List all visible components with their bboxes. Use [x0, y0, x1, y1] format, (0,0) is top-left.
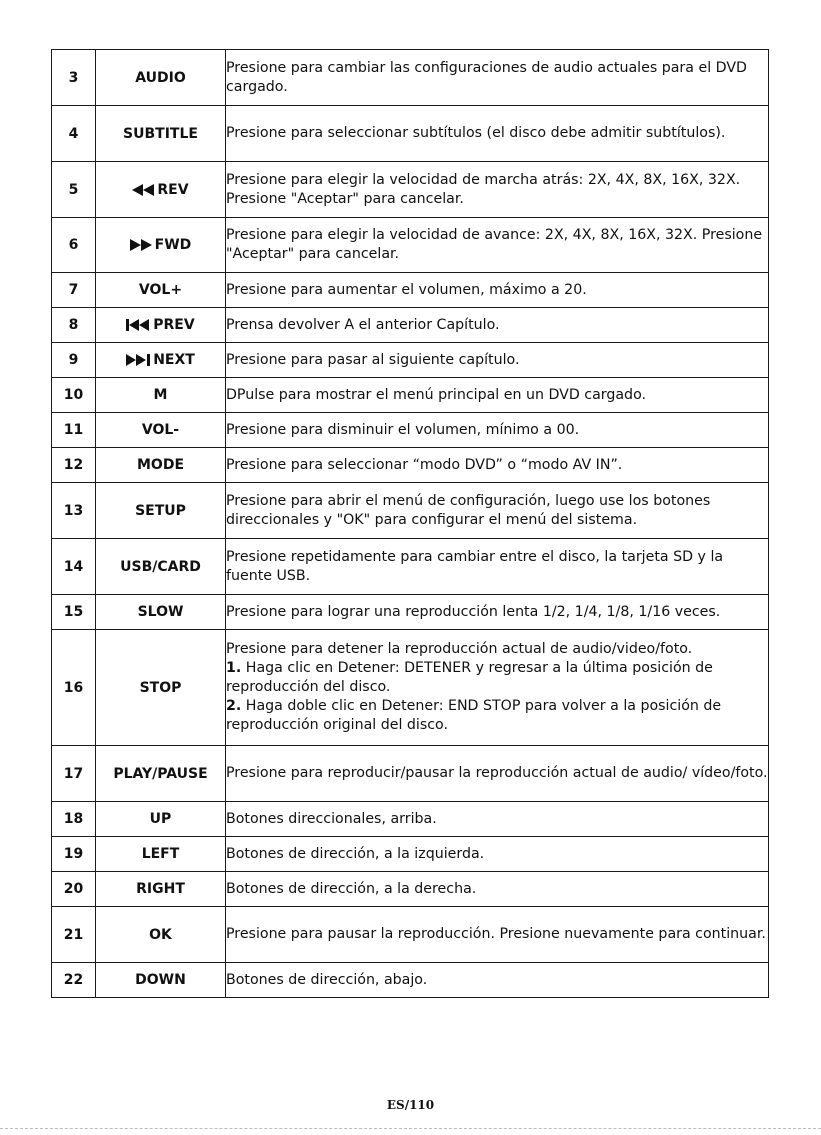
- table-row: [52, 308, 769, 343]
- row-number: 13: [52, 483, 96, 539]
- button-name-cell: [96, 963, 226, 998]
- button-name-label: USB/CARD: [120, 558, 201, 575]
- description-cell: [226, 630, 769, 746]
- table-row: [52, 162, 769, 218]
- table-row: [52, 746, 769, 802]
- description-line: Prensa devolver A el anterior Capítulo.: [226, 316, 500, 333]
- fast-forward-icon: [130, 239, 152, 251]
- description-cell: [226, 308, 769, 343]
- description-cell: [226, 218, 769, 273]
- table-row: [52, 802, 769, 837]
- description-cell: [226, 837, 769, 872]
- row-number: 11: [52, 413, 96, 448]
- button-name-cell: [96, 273, 226, 308]
- description-cell: [226, 872, 769, 907]
- row-number: 3: [52, 50, 96, 106]
- table-row: [52, 483, 769, 539]
- button-name-cell: [96, 630, 226, 746]
- button-name-label: SETUP: [135, 502, 186, 519]
- skip-previous-icon: [126, 319, 150, 331]
- button-name-cell: [96, 746, 226, 802]
- description-cell: [226, 963, 769, 998]
- table-row: [52, 343, 769, 378]
- button-name-cell: [96, 872, 226, 907]
- row-number: 21: [52, 907, 96, 963]
- button-name-label: AUDIO: [135, 69, 186, 86]
- row-number: 8: [52, 308, 96, 343]
- description-cell: [226, 378, 769, 413]
- button-name-label: PREV: [153, 317, 195, 333]
- step-number: 1.: [226, 660, 242, 676]
- description-cell: [226, 746, 769, 802]
- table-row: [52, 50, 769, 106]
- button-name-cell: [96, 106, 226, 162]
- button-name-cell: [96, 907, 226, 963]
- table-row: [52, 872, 769, 907]
- description-cell: [226, 802, 769, 837]
- description-line: Botones direccionales, arriba.: [226, 810, 437, 827]
- description-line: Presione para abrir el menú de configuración, luego use los botones direccionales y "OK" para configurar el menú del sistema.: [226, 492, 711, 528]
- button-name-cell: [96, 539, 226, 595]
- button-name-label: M: [153, 387, 168, 403]
- button-name-cell: [96, 378, 226, 413]
- button-name-label: VOL+: [138, 282, 183, 298]
- button-name-cell: [96, 448, 226, 483]
- page-number: ES/110: [386, 1098, 435, 1112]
- row-number: 20: [52, 872, 96, 907]
- description-line: Presione para elegir la velocidad de marcha atrás: 2X, 4X, 8X, 16X, 32X. Presione "Aceptar" para cancelar.: [226, 171, 741, 207]
- table-row: [52, 448, 769, 483]
- button-name-label: MODE: [136, 457, 185, 473]
- description-line: DPulse para mostrar el menú principal en un DVD cargado.: [226, 386, 647, 403]
- description-line: Presione para pausar la reproducción. Presione nuevamente para continuar.: [226, 926, 766, 942]
- description-line: Botones de dirección, abajo.: [226, 971, 428, 988]
- table-row: [52, 273, 769, 308]
- button-name-label: UP: [149, 811, 172, 827]
- description-cell: [226, 448, 769, 483]
- description-line: Presione para elegir la velocidad de avance: 2X, 4X, 8X, 16X, 32X. Presione "Aceptar" para cancelar.: [226, 227, 763, 262]
- button-name-cell: [96, 483, 226, 539]
- description-line: Presione para pasar al siguiente capítulo.: [226, 351, 520, 368]
- description-line: Botones de dirección, a la derecha.: [226, 880, 477, 897]
- description-cell: [226, 413, 769, 448]
- description-line: Presione repetidamente para cambiar entre el disco, la tarjeta SD y la fuente USB.: [226, 548, 724, 584]
- rewind-icon: [132, 184, 154, 196]
- description-line: Presione para seleccionar “modo DVD” o “modo AV IN”.: [226, 456, 623, 473]
- description-line: Presione para lograr una reproducción lenta 1/2, 1/4, 1/8, 1/16 veces.: [226, 603, 721, 620]
- button-name-label: SLOW: [137, 604, 184, 620]
- table-row: [52, 595, 769, 630]
- row-number: 4: [52, 106, 96, 162]
- row-number: 10: [52, 378, 96, 413]
- table-row: [52, 837, 769, 872]
- description-line: [226, 659, 768, 697]
- description-cell: [226, 273, 769, 308]
- button-name-cell: [96, 162, 226, 218]
- description-line: Botones de dirección, a la izquierda.: [226, 845, 485, 862]
- button-name-label: NEXT: [153, 352, 195, 368]
- description-cell: [226, 595, 769, 630]
- table-row: [52, 963, 769, 998]
- row-number: 19: [52, 837, 96, 872]
- skip-next-icon: [126, 354, 150, 366]
- description-cell: [226, 162, 769, 218]
- remote-buttons-table: [51, 49, 769, 998]
- button-name-label: STOP: [139, 679, 182, 696]
- row-number: 22: [52, 963, 96, 998]
- description-line: [226, 697, 768, 735]
- button-name-label: PLAY/PAUSE: [113, 765, 208, 782]
- step-text: Haga clic en Detener: DETENER y regresar a la última posición de reproducción del disco.: [226, 660, 713, 695]
- row-number: 9: [52, 343, 96, 378]
- table-row: [52, 378, 769, 413]
- button-name-cell: [96, 218, 226, 273]
- step-text: Haga doble clic en Detener: END STOP para volver a la posición de reproducción original del disco.: [226, 698, 722, 733]
- row-number: 16: [52, 630, 96, 746]
- description-line: Presione para detener la reproducción actual de audio/video/foto.: [226, 641, 693, 657]
- button-name-cell: [96, 837, 226, 872]
- description-line: Presione para seleccionar subtítulos (el disco debe admitir subtítulos).: [226, 125, 726, 141]
- row-number: 12: [52, 448, 96, 483]
- table-row: [52, 218, 769, 273]
- row-number: 15: [52, 595, 96, 630]
- row-number: 5: [52, 162, 96, 218]
- button-name-cell: [96, 595, 226, 630]
- row-number: 14: [52, 539, 96, 595]
- description-line: Presione para aumentar el volumen, máximo a 20.: [226, 281, 587, 298]
- description-cell: [226, 106, 769, 162]
- description-line: Presione para reproducir/pausar la reproducción actual de audio/ vídeo/foto.: [226, 765, 768, 781]
- button-name-label: LEFT: [141, 846, 180, 862]
- button-name-label: VOL-: [141, 422, 180, 438]
- button-name-label: SUBTITLE: [123, 125, 198, 142]
- button-name-label: DOWN: [135, 972, 186, 988]
- table-row: [52, 630, 769, 746]
- page-edge-divider: [0, 1128, 821, 1129]
- description-cell: [226, 50, 769, 106]
- button-name-cell: [96, 413, 226, 448]
- description-cell: [226, 483, 769, 539]
- row-number: 18: [52, 802, 96, 837]
- button-name-label: REV: [157, 181, 189, 198]
- description-line: Presione para disminuir el volumen, mínimo a 00.: [226, 421, 580, 438]
- table-body: [52, 50, 769, 998]
- button-name-cell: [96, 343, 226, 378]
- button-name-label: FWD: [154, 237, 192, 253]
- button-name-cell: [96, 802, 226, 837]
- row-number: 17: [52, 746, 96, 802]
- table-row: [52, 539, 769, 595]
- description-cell: [226, 907, 769, 963]
- button-name-cell: [96, 50, 226, 106]
- description-line: Presione para cambiar las configuraciones de audio actuales para el DVD cargado.: [226, 59, 747, 95]
- row-number: 6: [52, 218, 96, 273]
- button-name-cell: [96, 308, 226, 343]
- table-row: [52, 413, 769, 448]
- row-number: 7: [52, 273, 96, 308]
- step-number: 2.: [226, 698, 242, 714]
- button-name-label: RIGHT: [136, 881, 185, 897]
- table-row: [52, 907, 769, 963]
- description-cell: [226, 343, 769, 378]
- description-cell: [226, 539, 769, 595]
- button-name-label: OK: [149, 926, 172, 943]
- table-row: [52, 106, 769, 162]
